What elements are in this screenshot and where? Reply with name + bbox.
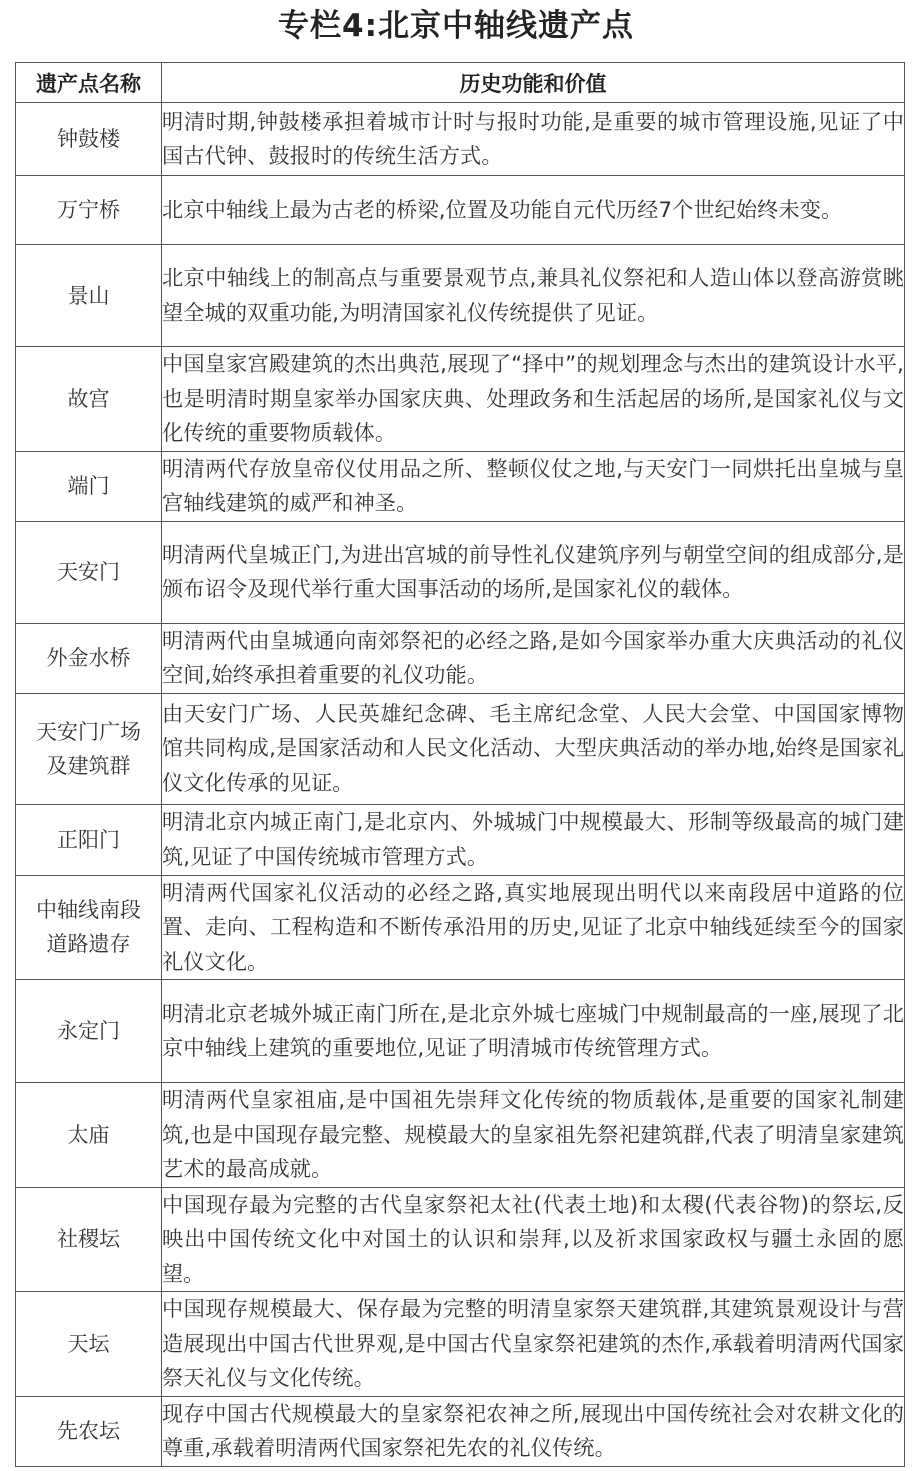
site-name: 先农坛 bbox=[16, 1396, 162, 1466]
table-row bbox=[16, 804, 905, 875]
table-row bbox=[16, 176, 905, 245]
column-header-site-name: 遗产点名称 bbox=[16, 63, 162, 103]
site-name: 太庙 bbox=[16, 1083, 162, 1188]
site-description: 明清北京内城正南门,是北京内、外城城门中规模最大、形制等级最高的城门建筑,见证了中国传统城市管理方式。 bbox=[162, 804, 905, 875]
table-row bbox=[16, 245, 905, 347]
site-description: 北京中轴线上的制高点与重要景观节点,兼具礼仪祭祀和人造山体以登高游赏眺望全城的双重功能,为明清国家礼仪传统提供了见证。 bbox=[162, 245, 905, 347]
table-row bbox=[16, 693, 905, 804]
table-row bbox=[16, 1292, 905, 1397]
site-description: 明清两代皇城正门,为进出宫城的前导性礼仪建筑序列与朝堂空间的组成部分,是颁布诏令及现代举行重大国事活动的场所,是国家礼仪的载体。 bbox=[162, 521, 905, 623]
site-name: 正阳门 bbox=[16, 804, 162, 875]
site-name: 外金水桥 bbox=[16, 623, 162, 693]
site-name: 天坛 bbox=[16, 1292, 162, 1397]
table-row bbox=[16, 1396, 905, 1466]
site-name: 端门 bbox=[16, 451, 162, 521]
table-row bbox=[16, 451, 905, 521]
site-description: 明清两代皇家祖庙,是中国祖先崇拜文化传统的物质载体,是重要的国家礼制建筑,也是中国现存最完整、规模最大的皇家祖先祭祀建筑群,代表了明清皇家建筑艺术的最高成就。 bbox=[162, 1083, 905, 1188]
heritage-sites-table bbox=[15, 62, 905, 1467]
site-description: 明清时期,钟鼓楼承担着城市计时与报时功能,是重要的城市管理设施,见证了中国古代钟、鼓报时的传统生活方式。 bbox=[162, 103, 905, 176]
site-name: 钟鼓楼 bbox=[16, 103, 162, 176]
site-name: 故宫 bbox=[16, 347, 162, 452]
site-name: 天安门广场 及建筑群 bbox=[16, 693, 162, 804]
table-row bbox=[16, 1187, 905, 1292]
table-row bbox=[16, 1083, 905, 1188]
table-row bbox=[16, 623, 905, 693]
site-description: 现存中国古代规模最大的皇家祭祀农神之所,展现出中国传统社会对农耕文化的尊重,承载着明清两代国家祭祀先农的礼仪传统。 bbox=[162, 1396, 905, 1466]
site-name: 万宁桥 bbox=[16, 176, 162, 245]
site-description: 明清两代存放皇帝仪仗用品之所、整顿仪仗之地,与天安门一同烘托出皇城与皇宫轴线建筑的威严和神圣。 bbox=[162, 451, 905, 521]
table-row bbox=[16, 980, 905, 1083]
site-name: 社稷坛 bbox=[16, 1187, 162, 1292]
site-description: 中国现存规模最大、保存最为完整的明清皇家祭天建筑群,其建筑景观设计与营造展现出中国古代世界观,是中国古代皇家祭祀建筑的杰作,承载着明清两代国家祭天礼仪与文化传统。 bbox=[162, 1292, 905, 1397]
table-header-row bbox=[16, 63, 905, 103]
site-description: 中国皇家宫殿建筑的杰出典范,展现了“择中”的规划理念与杰出的建筑设计水平,也是明清时期皇家举办国家庆典、处理政务和生活起居的场所,是国家礼仪与文化传统的重要物质载体。 bbox=[162, 347, 905, 452]
site-name: 天安门 bbox=[16, 521, 162, 623]
column-header-function-value: 历史功能和价值 bbox=[162, 63, 905, 103]
site-description: 中国现存最为完整的古代皇家祭祀太社(代表土地)和太稷(代表谷物)的祭坛,反映出中国传统文化中对国土的认识和崇拜,以及祈求国家政权与疆土永固的愿望。 bbox=[162, 1187, 905, 1292]
table-row bbox=[16, 103, 905, 176]
site-description: 明清两代国家礼仪活动的必经之路,真实地展现出明代以来南段居中道路的位置、走向、工程构造和不断传承沿用的历史,见证了北京中轴线延续至今的国家礼仪文化。 bbox=[162, 875, 905, 980]
site-description: 由天安门广场、人民英雄纪念碑、毛主席纪念堂、人民大会堂、中国国家博物馆共同构成,是国家活动和人民文化活动、大型庆典活动的举办地,始终是国家礼仪文化传承的见证。 bbox=[162, 693, 905, 804]
site-name: 景山 bbox=[16, 245, 162, 347]
site-description: 明清两代由皇城通向南郊祭祀的必经之路,是如今国家举办重大庆典活动的礼仪空间,始终承担着重要的礼仪功能。 bbox=[162, 623, 905, 693]
site-name: 永定门 bbox=[16, 980, 162, 1083]
page-title: 专栏4:北京中轴线遗产点 bbox=[278, 8, 634, 44]
table-row bbox=[16, 875, 905, 980]
table-row bbox=[16, 347, 905, 452]
site-description: 明清北京老城外城正南门所在,是北京外城七座城门中规制最高的一座,展现了北京中轴线上建筑的重要地位,见证了明清城市传统管理方式。 bbox=[162, 980, 905, 1083]
table-row bbox=[16, 521, 905, 623]
site-name: 中轴线南段 道路遗存 bbox=[16, 875, 162, 980]
site-description: 北京中轴线上最为古老的桥梁,位置及功能自元代历经7个世纪始终未变。 bbox=[162, 176, 905, 245]
